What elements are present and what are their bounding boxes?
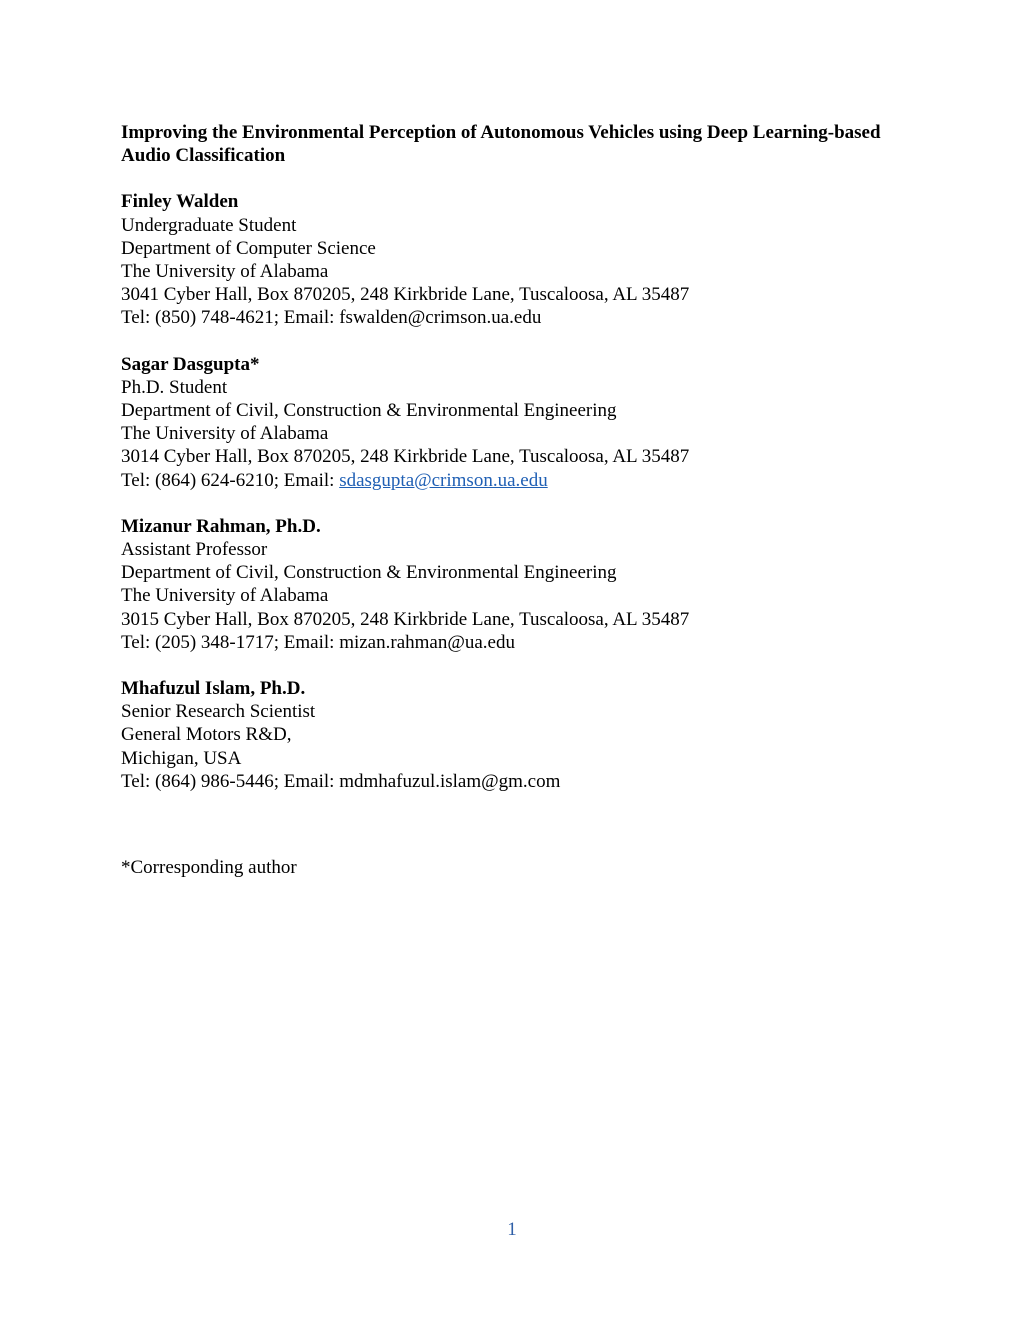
author-contact xyxy=(121,469,901,492)
author-email: fswalden@crimson.ua.edu xyxy=(339,307,542,329)
corresponding-author-footnote: *Corresponding author xyxy=(121,857,297,879)
author-email: mdmhafuzul.islam@gm.com xyxy=(339,770,561,792)
author-name: Mhafuzul Islam, Ph.D. xyxy=(121,678,306,700)
author-institution: The University of Alabama xyxy=(121,261,329,283)
author-contact xyxy=(121,631,901,654)
author-role: Ph.D. Student xyxy=(121,376,228,398)
author-department: Department of Civil, Construction & Environmental Engineering xyxy=(121,400,617,422)
author-name: Sagar Dasgupta* xyxy=(121,353,260,375)
author-address: 3015 Cyber Hall, Box 870205, 248 Kirkbride Lane, Tuscaloosa, AL 35487 xyxy=(121,608,690,630)
author-name: Finley Walden xyxy=(121,191,239,213)
author-role: Undergraduate Student xyxy=(121,214,297,236)
author-name: Mizanur Rahman, Ph.D. xyxy=(121,515,321,537)
author-contact-prefix: Tel: (864) 624-6210; Email: xyxy=(121,469,340,491)
page-number: 1 xyxy=(507,1219,517,1240)
author-block-dasgupta xyxy=(121,353,901,492)
author-contact-prefix: Tel: (850) 748-4621; Email: xyxy=(121,307,340,329)
author-department: Department of Civil, Construction & Environmental Engineering xyxy=(121,562,617,584)
author-institution: The University of Alabama xyxy=(121,423,329,445)
paper-title: Improving the Environmental Perception of Autonomous Vehicles using Deep Learning-based Audio Classification xyxy=(121,122,881,167)
author-email: mizan.rahman@ua.edu xyxy=(339,631,515,653)
author-contact-prefix: Tel: (864) 986-5446; Email: xyxy=(121,770,340,792)
author-block-walden xyxy=(121,190,901,329)
author-contact xyxy=(121,306,901,329)
author-address: 3014 Cyber Hall, Box 870205, 248 Kirkbride Lane, Tuscaloosa, AL 35487 xyxy=(121,446,690,468)
author-email-link[interactable]: sdasgupta@crimson.ua.edu xyxy=(339,469,548,491)
author-block-islam xyxy=(121,677,901,793)
author-department: General Motors R&D, xyxy=(121,724,292,746)
author-department: Department of Computer Science xyxy=(121,237,376,259)
author-institution: The University of Alabama xyxy=(121,585,329,607)
author-address: 3041 Cyber Hall, Box 870205, 248 Kirkbride Lane, Tuscaloosa, AL 35487 xyxy=(121,284,690,306)
title-page-content xyxy=(121,121,901,879)
author-contact-prefix: Tel: (205) 348-1717; Email: xyxy=(121,631,340,653)
author-role: Senior Research Scientist xyxy=(121,701,316,723)
author-location: Michigan, USA xyxy=(121,747,242,769)
author-block-rahman xyxy=(121,515,901,654)
author-role: Assistant Professor xyxy=(121,539,268,561)
author-contact xyxy=(121,770,901,793)
